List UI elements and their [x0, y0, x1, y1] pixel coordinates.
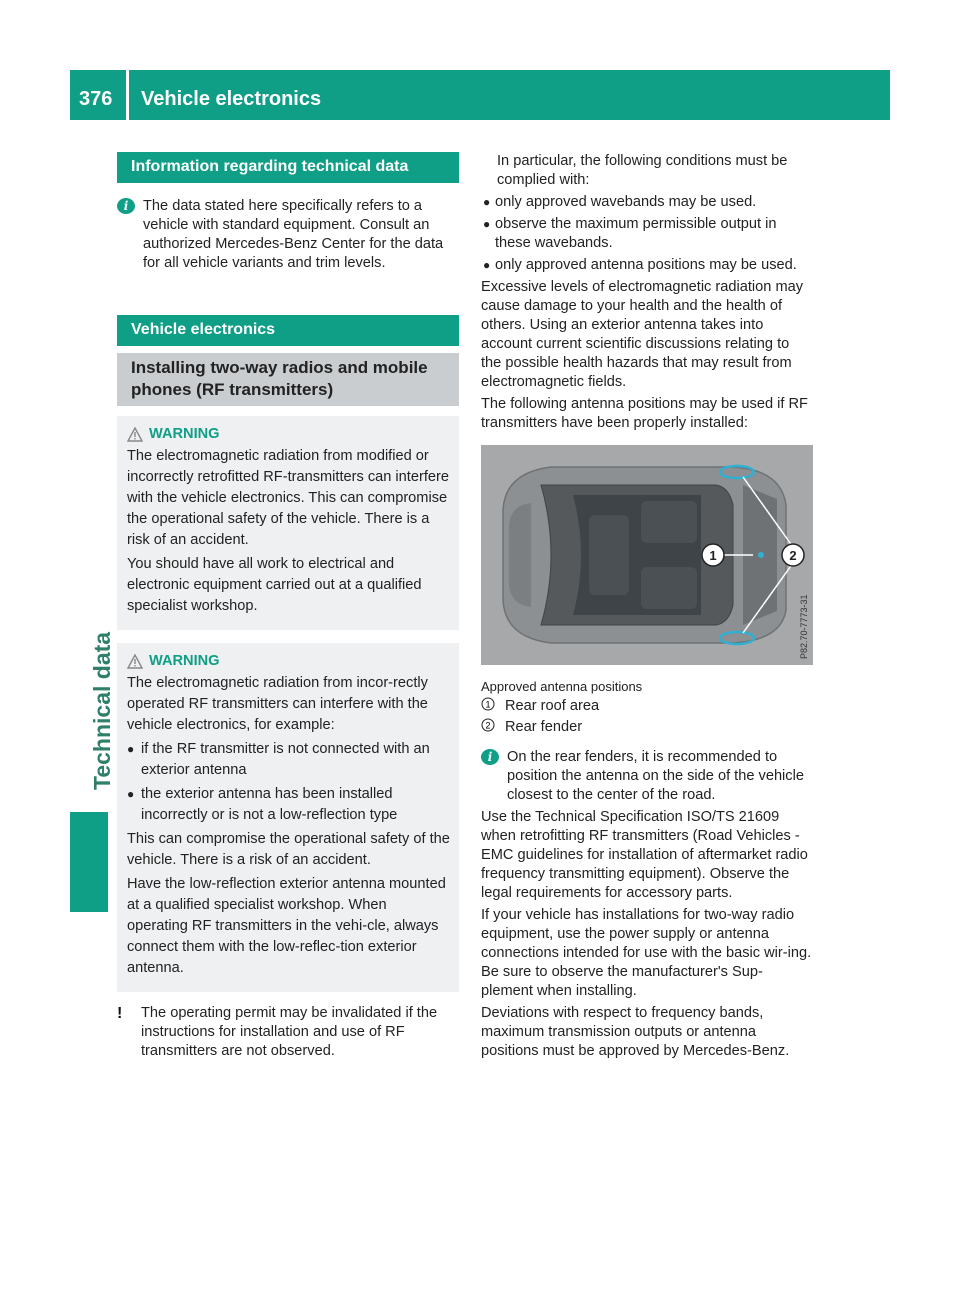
right-column — [481, 152, 813, 1061]
list-item: ● if the RF transmitter is not connected with an exterior antenna — [127, 741, 430, 778]
warning-heading — [127, 426, 451, 442]
info-text: The data stated here specifically refers to a vehicle with standard equipment. Consult an authorized Mercedes-Benz Center for the data for all vehicle variants and trim levels. — [143, 198, 444, 271]
paragraph: Deviations with respect to frequency bands, maximum transmission outputs or antenna positions must be approved by Mercedes-Benz. — [481, 1005, 790, 1059]
legend-number — [481, 696, 505, 717]
vehicle-top-view-illustration — [481, 445, 813, 665]
warning-text: The electromagnetic radiation from modified or incorrectly retrofitted RF-transmitters can interfere with the vehicle electronics. This can compromise the operational safety of the vehicle. There is a risk of an accident. — [127, 448, 449, 548]
warning-text: You should have all work to electrical and electronic equipment carried out at a qualified specialist workshop. — [127, 556, 422, 614]
warning-text: Have the low-reflection exterior antenna mounted at a qualified specialist workshop. When operating RF transmitters in the vehi-cle, always connect them with the low-reflec-tion exterior antenna. — [127, 876, 446, 976]
info-note — [481, 748, 813, 805]
info-text: On the rear fenders, it is recommended to position the antenna on the side of the vehicle closest to the center of the road. — [507, 749, 804, 803]
section-heading-technical-data: Information regarding technical data — [117, 152, 459, 183]
svg-text:1: 1 — [709, 548, 717, 563]
side-tab-label: Technical data — [89, 631, 115, 790]
left-column — [117, 152, 459, 1061]
warning-label: WARNING — [149, 653, 220, 669]
list-item: ● only approved antenna positions may be used. — [483, 257, 797, 273]
paragraph: If your vehicle has installations for two-way radio equipment, use the power supply or antenna connections intended for use with the basic wir-ing. Be sure to observe the manufacturer's Sup-plement when installing. — [481, 907, 812, 999]
legend-label: Rear roof area — [505, 698, 600, 714]
header-divider — [126, 70, 129, 120]
caution-text: The operating permit may be invalidated if the instructions for installation and use of RF transmitters are not observed. — [141, 1005, 438, 1059]
svg-text:2: 2 — [485, 720, 491, 731]
antenna-positions-figure — [481, 445, 813, 665]
info-note — [117, 197, 459, 273]
warning-label: WARNING — [149, 426, 220, 442]
warning-triangle-icon — [127, 654, 143, 669]
legend-number — [481, 717, 505, 738]
legend-label: Rear fender — [505, 719, 583, 735]
info-icon: i — [481, 749, 499, 765]
list-item: ● the exterior antenna has been installed incorrectly or is not a low-reflection type — [127, 786, 398, 823]
page-title: Vehicle electronics — [141, 88, 322, 110]
side-tab — [70, 812, 108, 912]
warning-text: The electromagnetic radiation from incor-rectly operated RF transmitters can interfere with the vehicle electronics, for example: — [127, 675, 428, 733]
section-heading-vehicle-electronics: Vehicle electronics — [117, 315, 459, 346]
warning-box — [117, 416, 459, 630]
list-item: ● observe the maximum permissible output in these wavebands. — [483, 216, 777, 251]
warning-heading — [127, 653, 451, 669]
exclamation-icon: ! — [117, 1005, 123, 1022]
figure-code: P82.70-7773-31 — [799, 594, 809, 659]
subsection-heading-rf-transmitters: Installing two-way radios and mobile phones (RF transmitters) — [117, 353, 459, 406]
figure-caption: Approved antenna positions — [481, 679, 643, 694]
svg-text:1: 1 — [485, 699, 491, 710]
paragraph: Use the Technical Specification ISO/TS 21609 when retrofitting RF transmitters (Road Vehicles - EMC guidelines for installation of aftermarket radio frequency transmitting equipment). Observe the legal requirements for accessory parts. — [481, 809, 808, 901]
legend-item — [481, 696, 813, 717]
info-icon: i — [117, 198, 135, 214]
warning-triangle-icon — [127, 427, 143, 442]
warning-box — [117, 643, 459, 992]
svg-text:2: 2 — [789, 548, 797, 563]
warning-text: This can compromise the operational safety of the vehicle. There is a risk of an accident. — [127, 831, 450, 868]
page-number: 376 — [79, 88, 113, 110]
list-item: ● only approved wavebands may be used. — [483, 194, 757, 210]
caution-note — [117, 1004, 459, 1061]
paragraph: In particular, the following conditions must be complied with: — [497, 153, 788, 188]
paragraph: Excessive levels of electromagnetic radiation may cause damage to your health and the health of others. Using an exterior antenna takes into account current scientific discussions relating to the possible health hazards that may result from electromagnetic fields. — [481, 279, 804, 390]
paragraph: The following antenna positions may be used if RF transmitters have been properly installed: — [481, 396, 808, 431]
legend-item — [481, 717, 813, 738]
